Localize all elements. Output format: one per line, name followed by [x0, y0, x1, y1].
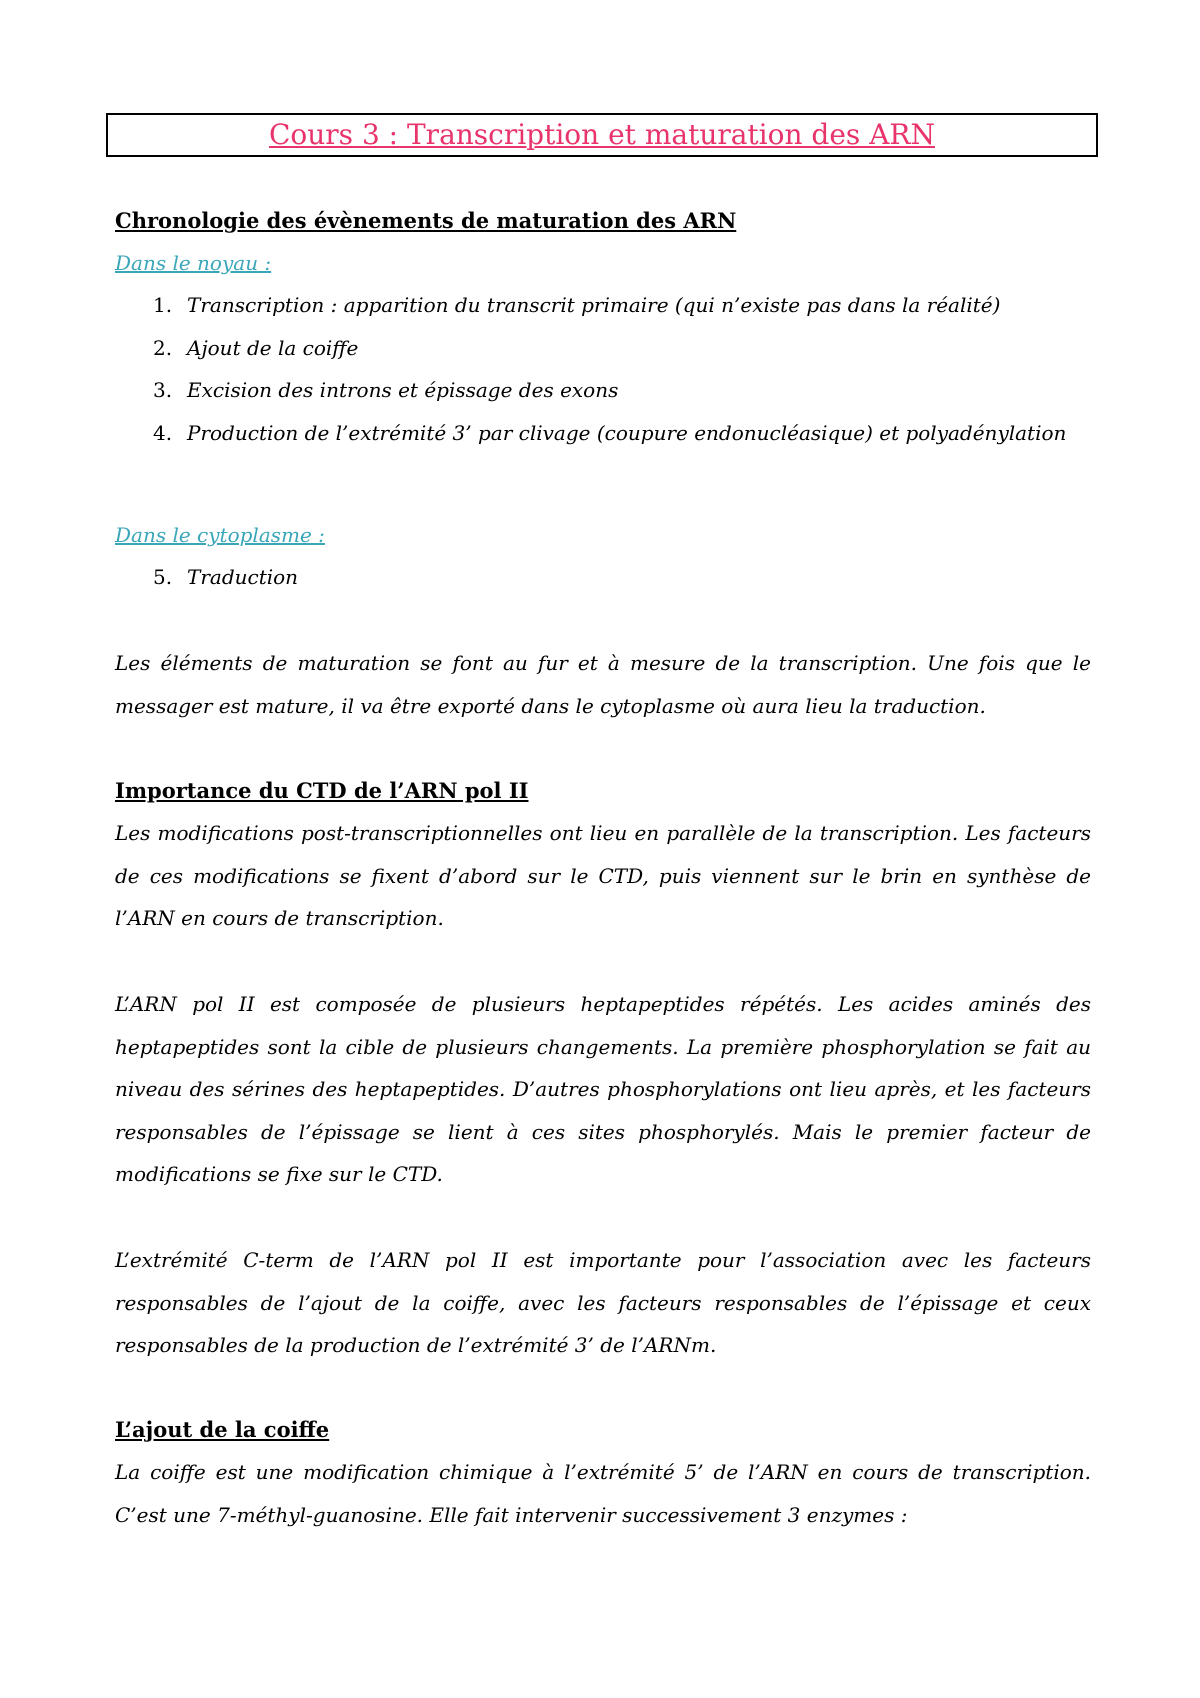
- paragraph: La coiffe est une modification chimique à l’extrémité 5’ de l’ARN en cours de transcription. C’est une 7-méthyl-guanosine. Elle fait intervenir successivement 3 enzymes :: [115, 1460, 1091, 1527]
- section-heading: Importance du CTD de l’ARN pol II: [115, 778, 529, 803]
- section-chronologie: [115, 200, 1091, 454]
- section1-paragraph-block: [115, 642, 1091, 727]
- paragraph: Les éléments de maturation se font au fur et à mesure de la transcription. Une fois que le messager est mature, il va être exporté dans le cytoplasme où aura lieu la traduction.: [115, 651, 1091, 718]
- paragraph: Les modifications post-transcriptionnelles ont lieu en parallèle de la transcription. Les facteurs de ces modifications se fixent d’abord sur le CTD, puis viennent sur le brin en synthèse de l’ARN en cours de transcription.: [115, 821, 1091, 931]
- list-item: [115, 327, 1091, 370]
- list-text: Production de l’extrémité 3’ par clivage (coupure endonucléasique) et polyadénylation: [187, 420, 1067, 445]
- paragraph: L’extrémité C-term de l’ARN pol II est importante pour l’association avec les facteurs responsables de l’ajout de la coiffe, avec les facteurs responsables de l’épissage et ceux responsables de la production de l’extrémité 3’ de l’ARNm.: [115, 1248, 1091, 1358]
- subheading-cytoplasme: Dans le cytoplasme :: [115, 523, 325, 547]
- paragraph: L’ARN pol II est composée de plusieurs heptapeptides répétés. Les acides aminés des heptapeptides sont la cible de plusieurs changements. La première phosphorylation se fait au niveau des sérines des heptapeptides. D’autres phosphorylations ont lieu après, et les facteurs responsables de l’épissage se lient à ces sites phosphorylés. Mais le premier facteur de modifications se fixe sur le CTD.: [115, 992, 1091, 1187]
- list-number: 3.: [153, 378, 173, 403]
- section2-paragraph-block-2: [115, 983, 1091, 1196]
- list-text: Traduction: [187, 565, 299, 589]
- list-number: 1.: [153, 293, 173, 317]
- section-heading: L’ajout de la coiffe: [115, 1417, 330, 1442]
- subheading-noyau: Dans le noyau :: [115, 251, 272, 275]
- list-item: [115, 284, 1091, 327]
- section-coiffe: [115, 1409, 1091, 1536]
- noyau-steps-list: [115, 284, 1091, 454]
- section-heading: Chronologie des évènements de maturation des ARN: [115, 208, 737, 233]
- page-title: Cours 3 : Transcription et maturation des ARN: [268, 118, 935, 151]
- list-text: Ajout de la coiffe: [187, 335, 359, 360]
- list-text: Excision des introns et épissage des exons: [187, 378, 619, 403]
- list-number: 2.: [153, 335, 173, 360]
- list-item: [115, 369, 1091, 412]
- section2-paragraph-block-3: [115, 1239, 1091, 1367]
- list-item: [115, 412, 1091, 455]
- list-number: 5.: [153, 565, 173, 589]
- list-item: [115, 556, 1091, 599]
- list-text: Transcription : apparition du transcrit primaire (qui n’existe pas dans la réalité): [187, 293, 1001, 317]
- list-number: 4.: [153, 420, 173, 445]
- section-cytoplasme: [115, 514, 1091, 599]
- cyto-steps-list: [115, 556, 1091, 599]
- title-box: [106, 113, 1098, 157]
- section-ctd: [115, 770, 1091, 940]
